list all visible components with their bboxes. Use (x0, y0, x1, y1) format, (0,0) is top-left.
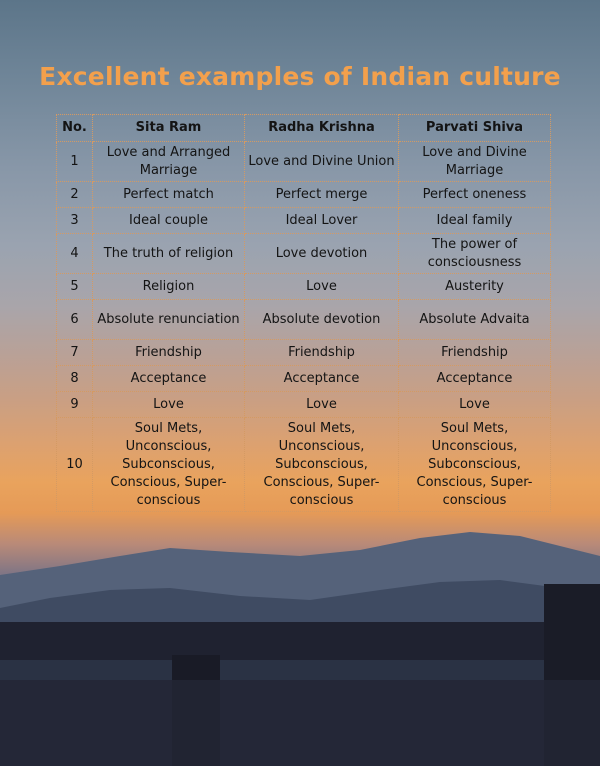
table-cell: The truth of religion (93, 234, 245, 274)
table-cell: Absolute renunciation (93, 300, 245, 340)
table-cell: Religion (93, 274, 245, 300)
row-number: 1 (57, 142, 93, 182)
table-cell: Love and Divine Marriage (399, 142, 551, 182)
table-cell: Love and Arranged Marriage (93, 142, 245, 182)
header-parvati-shiva: Parvati Shiva (399, 115, 551, 142)
header-no: No. (57, 115, 93, 142)
table-row (57, 182, 551, 208)
row-number: 7 (57, 340, 93, 366)
table-cell: Soul Mets, Unconscious, Subconscious, Conscious, Super-conscious (399, 418, 551, 512)
table-cell: Acceptance (93, 366, 245, 392)
table-cell: Ideal family (399, 208, 551, 234)
header-sita-ram: Sita Ram (93, 115, 245, 142)
table-cell: Absolute devotion (245, 300, 399, 340)
row-number: 10 (57, 418, 93, 512)
table-row (57, 340, 551, 366)
table-row (57, 392, 551, 418)
table-cell: Perfect merge (245, 182, 399, 208)
table-row (57, 300, 551, 340)
table-header-row (57, 115, 551, 142)
row-number: 6 (57, 300, 93, 340)
table-row (57, 234, 551, 274)
table-cell: Soul Mets, Unconscious, Subconscious, Conscious, Super-conscious (93, 418, 245, 512)
table-cell: Perfect match (93, 182, 245, 208)
table-cell: Ideal Lover (245, 208, 399, 234)
table-cell: Love and Divine Union (245, 142, 399, 182)
row-number: 3 (57, 208, 93, 234)
table-cell: Friendship (245, 340, 399, 366)
table-row (57, 142, 551, 182)
table-cell: Love devotion (245, 234, 399, 274)
table-row (57, 274, 551, 300)
table-cell: Soul Mets, Unconscious, Subconscious, Conscious, Super-conscious (245, 418, 399, 512)
row-number: 9 (57, 392, 93, 418)
table-cell: Ideal couple (93, 208, 245, 234)
header-radha-krishna: Radha Krishna (245, 115, 399, 142)
table-cell: Love (245, 392, 399, 418)
table-cell: The power of consciousness (399, 234, 551, 274)
railing-top (0, 622, 600, 660)
table-cell: Perfect oneness (399, 182, 551, 208)
table-cell: Acceptance (245, 366, 399, 392)
row-number: 8 (57, 366, 93, 392)
table-row (57, 418, 551, 512)
table-cell: Love (245, 274, 399, 300)
table-cell: Austerity (399, 274, 551, 300)
culture-comparison-table (56, 114, 551, 512)
table-cell: Friendship (93, 340, 245, 366)
table-cell: Acceptance (399, 366, 551, 392)
table-cell: Love (93, 392, 245, 418)
row-number: 2 (57, 182, 93, 208)
row-number: 5 (57, 274, 93, 300)
table-cell: Friendship (399, 340, 551, 366)
page-title: Excellent examples of Indian culture (39, 62, 561, 91)
row-number: 4 (57, 234, 93, 274)
table-row (57, 366, 551, 392)
table-cell: Absolute Advaita (399, 300, 551, 340)
table-cell: Love (399, 392, 551, 418)
table-row (57, 208, 551, 234)
